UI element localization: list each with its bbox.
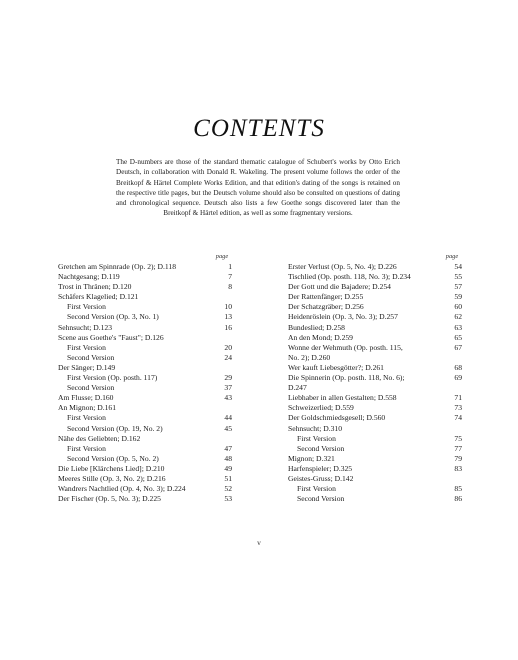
toc-entry bbox=[58, 454, 232, 464]
toc-entry-title: First Version (Op. posth. 117) bbox=[67, 373, 158, 383]
toc-entry-title: Schweizerlied; D.559 bbox=[288, 403, 354, 413]
toc-entry-title: Wonne der Wehmuth (Op. posth. 115, No. 2); D.260 bbox=[288, 342, 403, 362]
toc-entry-title: An den Mond; D.259 bbox=[288, 332, 353, 342]
toc-entry bbox=[288, 312, 462, 322]
toc-entry-title: Second Version bbox=[297, 494, 345, 504]
toc-entry bbox=[58, 484, 232, 494]
toc-entry-page: 68 bbox=[454, 362, 462, 372]
toc-entry bbox=[58, 464, 232, 474]
toc-entry-page: 47 bbox=[224, 443, 232, 453]
toc-entry-title: First Version bbox=[67, 413, 106, 423]
toc-entry bbox=[58, 333, 232, 343]
toc-entry-page: 48 bbox=[224, 453, 232, 463]
toc-entry bbox=[58, 292, 232, 302]
page-number: v bbox=[257, 538, 261, 547]
toc-entry-page: 16 bbox=[224, 322, 232, 332]
toc-entry-page: 49 bbox=[224, 463, 232, 473]
toc-entry-page: 75 bbox=[454, 433, 462, 443]
toc-entry-page: 65 bbox=[454, 332, 462, 342]
toc-entry-title: Sehnsucht; D.123 bbox=[58, 322, 112, 332]
toc-entry-page: 86 bbox=[454, 494, 462, 504]
toc-entry bbox=[288, 272, 462, 282]
toc-entry bbox=[58, 272, 232, 282]
toc-entry bbox=[58, 413, 232, 423]
toc-entry bbox=[288, 464, 462, 474]
toc-entry bbox=[58, 323, 232, 333]
toc-entry-title: Der Rattenfänger; D.255 bbox=[288, 292, 364, 302]
toc-entry bbox=[58, 312, 232, 322]
toc-entry bbox=[288, 363, 462, 373]
toc-entry bbox=[288, 403, 462, 413]
toc-entry bbox=[288, 454, 462, 464]
toc-entry-page: 74 bbox=[454, 413, 462, 423]
toc-entry bbox=[288, 434, 462, 444]
toc-entry-title: Gretchen am Spinnrade (Op. 2); D.118 bbox=[58, 262, 177, 271]
toc-entry-title: Mignon; D.321 bbox=[288, 453, 335, 463]
toc-entry bbox=[58, 302, 232, 312]
toc-entry bbox=[58, 383, 232, 393]
toc-entry bbox=[58, 363, 232, 373]
toc-entry-page: 73 bbox=[454, 403, 462, 413]
toc-entry-page: 37 bbox=[224, 383, 232, 393]
toc-entry-title: Erster Verlust (Op. 5, No. 4); D.226 bbox=[288, 262, 397, 271]
toc-entry bbox=[288, 393, 462, 403]
toc-entry bbox=[58, 434, 232, 444]
toc-entry-page: 85 bbox=[454, 484, 462, 494]
toc-entry-page: 57 bbox=[454, 282, 462, 292]
toc-entry-page: 51 bbox=[224, 473, 232, 483]
toc-entry bbox=[288, 262, 462, 272]
toc-entry-title: Der Sänger; D.149 bbox=[58, 362, 116, 372]
toc-entry-title: Second Version (Op. 5, No. 2) bbox=[67, 453, 159, 463]
toc-entry-page: 8 bbox=[228, 282, 232, 292]
toc-entry-title: Der Fischer (Op. 5, No. 3); D.225 bbox=[58, 494, 161, 504]
toc-entry-title: Sehnsucht; D.310 bbox=[288, 423, 342, 433]
toc-entry-page: 29 bbox=[224, 373, 232, 383]
toc-entry-page: 63 bbox=[454, 322, 462, 332]
page-column-label: page bbox=[215, 253, 229, 260]
toc-entry-title: Second Version bbox=[67, 383, 115, 393]
toc-entry-page: 45 bbox=[224, 423, 232, 433]
toc-entry-title: Am Flusse; D.160 bbox=[58, 393, 114, 403]
toc-entry-title: First Version bbox=[67, 342, 106, 352]
toc-entry bbox=[288, 292, 462, 302]
toc-entry-title: Geistes-Gruss; D.142 bbox=[288, 473, 354, 483]
toc-entry-page: 10 bbox=[224, 302, 232, 312]
toc-entry bbox=[58, 262, 232, 272]
toc-entry-page: 43 bbox=[224, 393, 232, 403]
toc-entry-title: Heidenröslein (Op. 3, No. 3); D.257 bbox=[288, 312, 398, 322]
toc-entry bbox=[288, 474, 462, 484]
contents-column-right bbox=[288, 252, 462, 504]
toc-entry-title: Second Version (Op. 19, No. 2) bbox=[67, 423, 163, 433]
toc-entry bbox=[288, 413, 462, 423]
toc-entry-title: First Version bbox=[297, 484, 336, 494]
toc-entry-title: Wandrers Nachtlied (Op. 4, No. 3); D.224 bbox=[58, 484, 186, 494]
toc-entry-title: Tischlied (Op. posth. 118, No. 3); D.234 bbox=[288, 272, 411, 282]
toc-entry bbox=[288, 282, 462, 292]
toc-entry bbox=[288, 424, 462, 434]
toc-entry-title: Der Goldschmiedsgesell; D.560 bbox=[288, 413, 386, 423]
toc-entry-page: 55 bbox=[454, 272, 462, 282]
toc-entry bbox=[58, 424, 232, 434]
toc-entry bbox=[288, 484, 462, 494]
toc-entry-page: 62 bbox=[454, 312, 462, 322]
toc-entry-page: 54 bbox=[454, 262, 462, 271]
toc-entry bbox=[288, 333, 462, 343]
toc-entry bbox=[288, 373, 462, 393]
toc-entry-title: Bundeslied; D.258 bbox=[288, 322, 345, 332]
toc-entry-title: Der Schatzgräber; D.256 bbox=[288, 302, 364, 312]
contents-column-left bbox=[58, 252, 232, 504]
toc-entry bbox=[288, 444, 462, 454]
toc-entry-page: 67 bbox=[454, 342, 462, 352]
toc-entry bbox=[58, 444, 232, 454]
toc-entry-title: Scene aus Goethe's "Faust"; D.126 bbox=[58, 332, 164, 342]
toc-entry-page: 52 bbox=[224, 484, 232, 494]
toc-entry-page: 71 bbox=[454, 393, 462, 403]
toc-entry-title: Second Version bbox=[67, 352, 115, 362]
toc-entry-title: Die Spinnerin (Op. posth. 118, No. 6); D.247 bbox=[288, 373, 405, 393]
toc-entry-title: Second Version (Op. 3, No. 1) bbox=[67, 312, 159, 322]
toc-entry-page: 83 bbox=[454, 463, 462, 473]
page-column-label: page bbox=[445, 253, 459, 260]
toc-entry-page: 24 bbox=[224, 352, 232, 362]
toc-entry bbox=[58, 494, 232, 504]
toc-entry-page: 7 bbox=[228, 272, 232, 282]
toc-entry-title: An Mignon; D.161 bbox=[58, 403, 117, 413]
toc-entry bbox=[288, 494, 462, 504]
toc-entry bbox=[58, 393, 232, 403]
toc-entry-title: Nachtgesang; D.119 bbox=[58, 272, 120, 282]
toc-entry-title: Second Version bbox=[297, 443, 345, 453]
toc-entry-title: First Version bbox=[297, 433, 336, 443]
toc-entry-title: Harfenspieler; D.325 bbox=[288, 463, 353, 473]
toc-entry bbox=[288, 343, 462, 363]
toc-entry-title: Nähe des Geliebten; D.162 bbox=[58, 433, 141, 443]
toc-entry-page: 59 bbox=[454, 292, 462, 302]
toc-entry-page: 20 bbox=[224, 342, 232, 352]
toc-entry-title: First Version bbox=[67, 302, 106, 312]
toc-entry-title: Die Liebe [Klärchens Lied]; D.210 bbox=[58, 463, 165, 473]
toc-entry-page: 13 bbox=[224, 312, 232, 322]
intro-paragraph: The D-numbers are those of the standard thematic catalogue of Schubert's works by Otto Erich Deutsch, in collaboration with Donald R. Wakeling. The present volume follows the order of the Breitkopf & Härtel Complete Works Edition, and that edition's dating of the songs is retained on the respective title pages, but the Deutsch volume should also be consulted on questions of dating and chronological sequence. Deutsch also lists a few Goethe songs discovered later than the Breitkopf & Härtel edition, as well as some fragmentary versions. bbox=[116, 158, 400, 218]
toc-entry-title: Wer kauft Liebesgötter?; D.261 bbox=[288, 362, 384, 372]
toc-entry-title: Liebhaber in allen Gestalten; D.558 bbox=[288, 393, 397, 403]
toc-entry-title: Trost in Thränen; D.120 bbox=[58, 282, 132, 292]
toc-entry-page: 1 bbox=[228, 262, 232, 271]
toc-entry-title: Meeres Stille (Op. 3, No. 2); D.216 bbox=[58, 473, 166, 483]
toc-entry bbox=[58, 343, 232, 353]
toc-entry bbox=[58, 474, 232, 484]
toc-entry bbox=[58, 353, 232, 363]
toc-entry bbox=[288, 302, 462, 312]
toc-entry bbox=[58, 403, 232, 413]
toc-entry-page: 77 bbox=[454, 443, 462, 453]
toc-entry-title: Schäfers Klagelied; D.121 bbox=[58, 292, 139, 302]
toc-entry-title: First Version bbox=[67, 443, 106, 453]
toc-entry-page: 79 bbox=[454, 453, 462, 463]
toc-entry bbox=[288, 323, 462, 333]
toc-entry bbox=[58, 282, 232, 292]
toc-entry-title: Der Gott und die Bajadere; D.254 bbox=[288, 282, 391, 292]
toc-entry-page: 53 bbox=[224, 494, 232, 504]
toc-entry-page: 69 bbox=[454, 373, 462, 383]
toc-entry-page: 60 bbox=[454, 302, 462, 312]
toc-entry bbox=[58, 373, 232, 383]
toc-entry-page: 44 bbox=[224, 413, 232, 423]
page-title: CONTENTS bbox=[193, 115, 325, 142]
